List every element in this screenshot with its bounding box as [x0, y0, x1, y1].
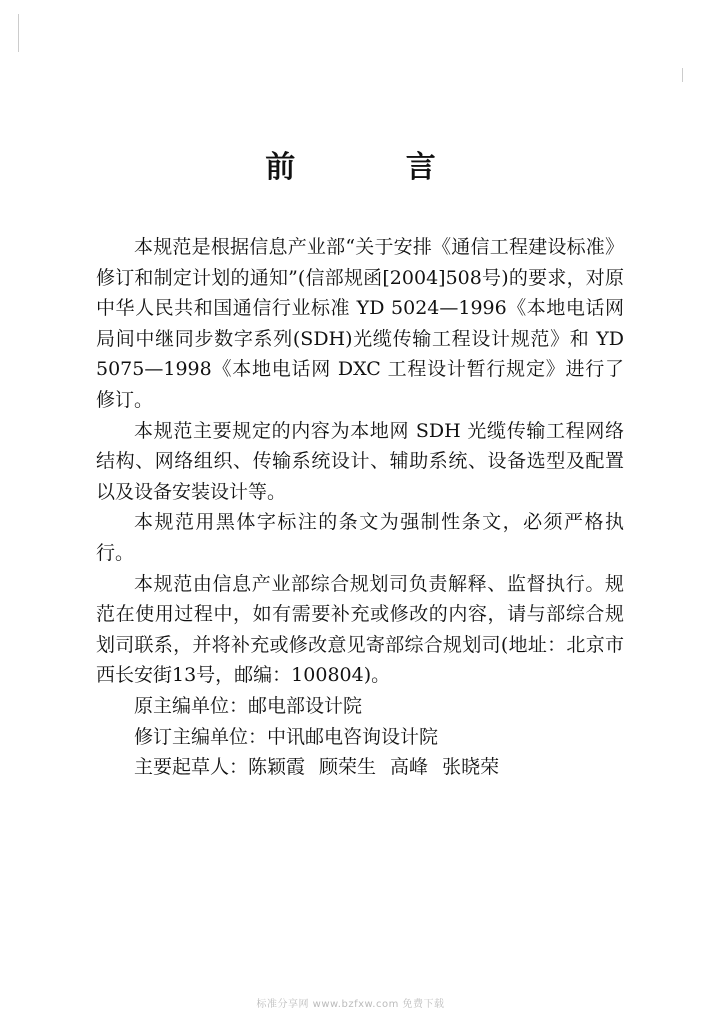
footer-watermark: 标准分享网 www.bzfxw.com 免费下载	[256, 999, 445, 1010]
drafter-name: 陈颖霞	[248, 756, 306, 779]
revision-editor-unit: 修订主编单位：中讯邮电咨询设计院	[134, 725, 439, 748]
paragraph-2: 本规范主要规定的内容为本地网 SDH 光缆传输工程网络结构、网络组织、传输系统设计、辅助系统、设备选型及配置以及设备安装设计等。	[96, 419, 624, 503]
original-editor-unit: 原主编单位：邮电部设计院	[134, 694, 363, 717]
main-drafters	[96, 752, 624, 783]
drafter-name: 顾荣生	[319, 756, 377, 779]
drafter-name: 张晓荣	[442, 756, 500, 779]
page-title: 前 言	[265, 150, 486, 185]
paragraph-1: 本规范是根据信息产业部“关于安排《通信工程建设标准》修订和制定计划的通知”(信部规函[2004]508号)的要求，对原中华人民共和国通信行业标准 YD 5024—1996《本地电话网局间中继同步数字系列(SDH)光缆传输工程设计规范》和 YD 5075—1998《本地电话网 DXC 工程设计暂行规定》进行了修订。	[96, 236, 624, 411]
scan-edge-mark-right	[682, 68, 683, 82]
drafters-label: 主要起草人：	[134, 756, 249, 779]
body-text	[96, 232, 624, 783]
paragraph-3: 本规范用黑体字标注的条文为强制性条文，必须严格执行。	[96, 511, 624, 564]
drafter-name: 高峰	[390, 756, 429, 779]
scan-edge-mark-top	[18, 14, 19, 52]
paragraph-4: 本规范由信息产业部综合规划司负责解释、监督执行。规范在使用过程中，如有需要补充或修改的内容，请与部综合规划司联系，并将补充或修改意见寄部综合规划司(地址：北京市西长安街13号，邮编：100804)。	[96, 572, 624, 687]
